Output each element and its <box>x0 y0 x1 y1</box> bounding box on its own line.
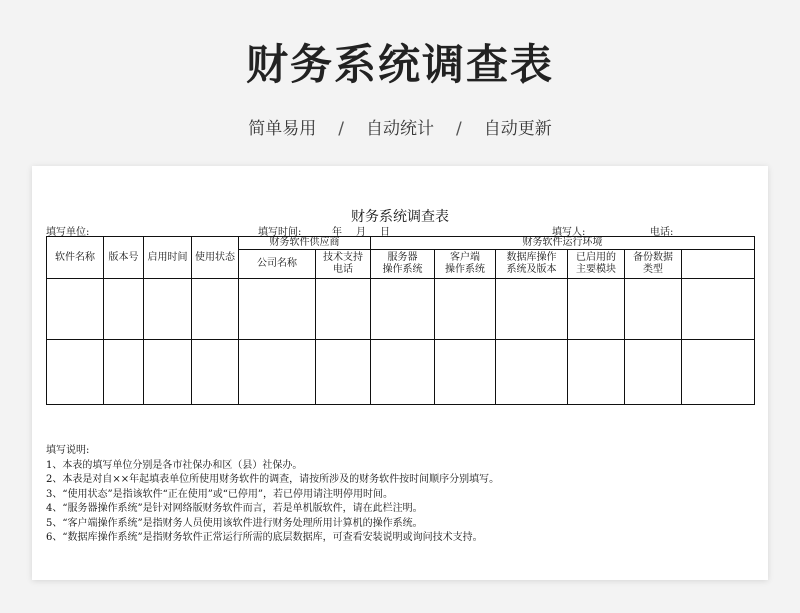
table-row <box>47 340 755 405</box>
table-cell[interactable] <box>144 279 192 340</box>
tag-easy: 简单易用 <box>248 119 317 139</box>
table-cell[interactable] <box>625 279 682 340</box>
table-cell[interactable] <box>104 340 144 405</box>
day-label: 日 <box>380 227 390 238</box>
col-client-os <box>435 250 496 279</box>
unit-label: 填写单位: <box>46 227 90 238</box>
col-client-os-line1: 客户端 <box>450 252 480 263</box>
table-cell[interactable] <box>316 340 371 405</box>
col-version: 版本号 <box>104 237 144 279</box>
col-modules <box>568 250 625 279</box>
table-cell[interactable] <box>625 340 682 405</box>
table-cell[interactable] <box>316 279 371 340</box>
table-cell[interactable] <box>371 279 435 340</box>
feature-tagline <box>0 114 800 139</box>
table-cell[interactable] <box>47 340 104 405</box>
col-server-os-line1: 服务器 <box>387 252 418 263</box>
filler-label: 填写人: <box>552 227 586 238</box>
col-db-system <box>496 250 568 279</box>
tag-auto-stats: 自动统计 <box>366 119 434 139</box>
col-server-os-line2: 操作系统 <box>382 264 423 275</box>
col-backup-line1: 备份数据 <box>633 252 673 263</box>
col-software-name: 软件名称 <box>47 237 104 279</box>
tag-auto-update: 自动更新 <box>483 119 552 139</box>
table-cell[interactable] <box>496 340 568 405</box>
form-sheet <box>32 166 768 580</box>
group-supplier: 财务软件供应商 <box>239 237 371 250</box>
month-label: 月 <box>356 227 366 238</box>
instruction-item: 3、“使用状态”是指该软件“正在使用”或“已停用”，若已停用请注明停用时间。 <box>46 488 394 500</box>
table-cell[interactable] <box>239 279 316 340</box>
table-cell[interactable] <box>682 340 755 405</box>
year-label: 年 <box>332 227 342 238</box>
col-company: 公司名称 <box>239 250 316 279</box>
table-cell[interactable] <box>435 340 496 405</box>
col-db-line2: 系统及版本 <box>506 264 557 275</box>
instruction-item: 4、“服务器操作系统”是针对网络版财务软件而言，若是单机版软件，请在此栏注明。 <box>46 503 423 514</box>
col-status: 使用状态 <box>192 237 239 279</box>
col-modules-line2: 主要模块 <box>576 264 616 275</box>
table-cell[interactable] <box>104 279 144 340</box>
col-modules-line1: 已启用的 <box>576 252 616 263</box>
table-cell[interactable] <box>144 340 192 405</box>
instruction-item: 6、“数据库操作系统”是指财务软件正常运行所需的底层数据库，可查看安装说明或询问技术支持。 <box>46 532 483 543</box>
time-label: 填写时间: <box>258 227 302 238</box>
instruction-item: 2、本表是对自××年起填表单位所使用财务软件的调查，请按所涉及的财务软件按时间顺序分别填写。 <box>46 474 500 485</box>
separator: / <box>338 119 344 139</box>
table-cell[interactable] <box>192 340 239 405</box>
instruction-item: 5、“客户端操作系统”是指财务人员使用该软件进行财务处理所用计算机的操作系统。 <box>46 517 423 529</box>
col-server-os <box>371 250 435 279</box>
col-backup-line2: 类型 <box>643 264 663 275</box>
page-title: 财务系统调查表 <box>245 40 554 89</box>
table-cell[interactable] <box>47 279 104 340</box>
table-cell[interactable] <box>568 340 625 405</box>
col-client-os-line2: 操作系统 <box>445 264 485 275</box>
col-db-line1: 数据库操作 <box>506 252 557 263</box>
table-row <box>47 279 755 340</box>
table-cell[interactable] <box>435 279 496 340</box>
table-cell[interactable] <box>496 279 568 340</box>
col-support-line2: 电话 <box>333 264 353 275</box>
survey-table <box>46 236 755 405</box>
separator: / <box>456 119 462 139</box>
phone-label: 电话: <box>650 227 674 238</box>
col-support-phone <box>316 250 371 279</box>
table-cell[interactable] <box>568 279 625 340</box>
table-cell[interactable] <box>239 340 316 405</box>
table-cell[interactable] <box>371 340 435 405</box>
col-backup-type <box>625 250 682 279</box>
instruction-item: 1、本表的填写单位分别是各市社保办和区（县）社保办。 <box>46 459 303 471</box>
col-support-line1: 技术支持 <box>323 252 363 263</box>
group-runtime-env: 财务软件运行环境 <box>371 237 755 250</box>
table-cell[interactable] <box>192 279 239 340</box>
form-title: 财务系统调查表 <box>351 209 449 225</box>
instructions-heading: 填写说明: <box>46 445 90 456</box>
col-start-time: 启用时间 <box>144 237 192 279</box>
instructions <box>46 444 499 546</box>
table-cell[interactable] <box>682 279 755 340</box>
